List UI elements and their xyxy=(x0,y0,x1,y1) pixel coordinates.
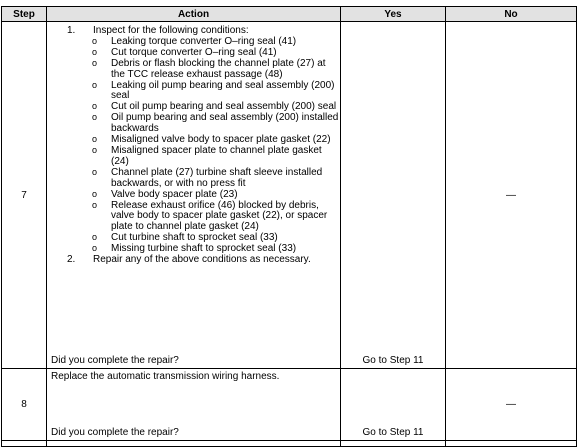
header-action: Action xyxy=(47,7,341,22)
step-text: Repair any of the above conditions as necessary. xyxy=(93,254,311,266)
no-cell xyxy=(446,22,577,369)
step-text: Inspect for the following conditions: xyxy=(93,25,249,36)
table-row xyxy=(2,22,577,369)
action-cell xyxy=(47,22,341,369)
question-text: Did you complete the repair? xyxy=(51,355,179,366)
condition-item: o Release exhaust orifice (46) blocked by debris, valve body to spacer plate gasket (22), or spacer plate to channel plate gasket (24) xyxy=(70,201,340,234)
procedure-step xyxy=(67,25,340,255)
condition-item: o Oil pump bearing and seal assembly (200) installed backwards xyxy=(70,113,340,135)
yes-cell xyxy=(341,22,446,369)
condition-item: o Misaligned spacer plate to channel plate gasket (24) xyxy=(70,146,340,168)
condition-item: o Missing turbine shaft to sprocket seal (33) xyxy=(70,244,340,255)
step-index: 1. xyxy=(67,25,76,36)
question-text: Did you complete the repair? xyxy=(51,427,179,438)
condition-item: o Leaking torque converter O–ring seal (41) xyxy=(70,37,340,48)
yes-action: Go to Step 11 xyxy=(362,427,424,438)
no-action: — xyxy=(506,399,516,410)
condition-item: o Debris or flash blocking the channel plate (27) at the TCC release exhaust passage (48) xyxy=(70,59,340,81)
condition-item: o Channel plate (27) turbine shaft sleeve installed backwards, or with no press fit xyxy=(70,168,340,190)
step-number: 7 xyxy=(2,22,47,369)
condition-item: o Cut torque converter O–ring seal (41) xyxy=(70,48,340,59)
header-no: No xyxy=(446,7,577,22)
table-row xyxy=(2,369,577,441)
no-cell xyxy=(446,369,577,441)
action-text: Replace the automatic transmission wiring harness. xyxy=(51,371,280,382)
step-number: 8 xyxy=(2,369,47,441)
no-action: — xyxy=(506,189,516,201)
action-cell xyxy=(47,369,341,441)
procedure-list xyxy=(47,26,340,266)
condition-item: o Misaligned valve body to spacer plate gasket (22) xyxy=(70,135,340,146)
procedure-step xyxy=(67,254,340,266)
header-step: Step xyxy=(2,7,47,22)
yes-cell xyxy=(341,369,446,441)
step-index: 2. xyxy=(67,254,76,266)
header-row xyxy=(2,7,577,22)
condition-item: o Leaking oil pump bearing and seal assembly (200) seal xyxy=(70,81,340,103)
condition-item: o Cut turbine shaft to sprocket seal (33) xyxy=(70,233,340,244)
header-yes: Yes xyxy=(341,7,446,22)
condition-list xyxy=(93,37,340,255)
yes-action: Go to Step 11 xyxy=(362,355,424,366)
condition-item: o Cut oil pump bearing and seal assembly (200) seal xyxy=(70,102,340,113)
diagnostic-table xyxy=(1,6,577,447)
condition-item: o Valve body spacer plate (23) xyxy=(70,190,340,201)
